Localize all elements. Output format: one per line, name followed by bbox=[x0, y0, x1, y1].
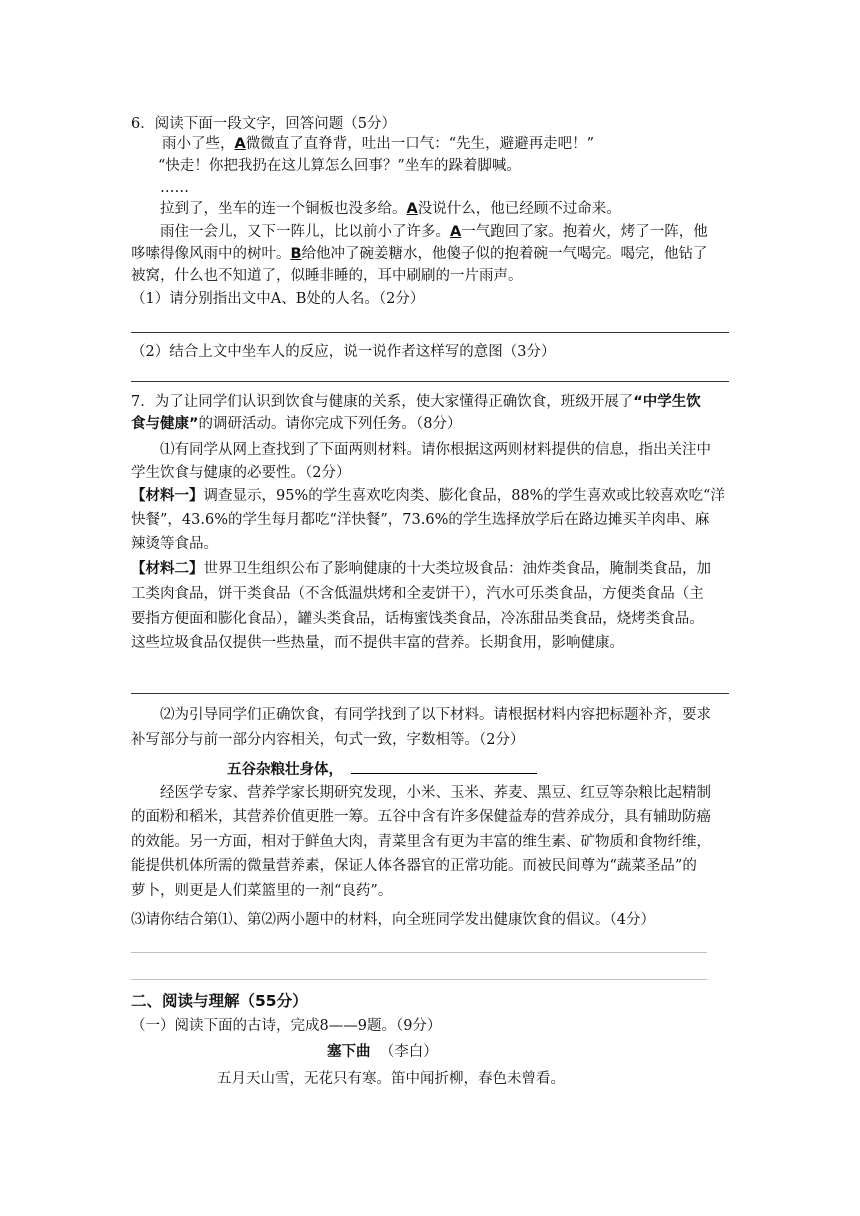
material-1-line-2: 快餐”，43.6%的学生每月都吃“洋快餐”，73.6%的学生选择放学后在路边摊买羊肉串、麻 bbox=[131, 512, 710, 528]
q6-paragraph-3 bbox=[160, 199, 621, 219]
q7-paragraph-line-5: 萝卜，则更是人们菜篮里的一剂“良药”。 bbox=[131, 883, 393, 899]
text: 没说什么，他已经顾不过命来。 bbox=[417, 201, 621, 217]
q7-paragraph-line-4: 能提供机体所需的微量营养素，保证人体各器官的正常功能。而被民间尊为“蔬菜圣品”的 bbox=[131, 858, 697, 874]
poem-author: （李白） bbox=[379, 1044, 438, 1060]
material-2-line-3: 要指方便面和膨化食品），罐头类食品，话梅蜜饯类食品，冷冻甜品类食品，烧烤类食品。 bbox=[131, 611, 704, 627]
poem-line: 五月天山雪，无花只有寒。笛中闻折柳，春色未曾看。 bbox=[217, 1071, 565, 1087]
q6-heading: 6．阅读下面一段文字，回答问题（5分） bbox=[131, 116, 396, 132]
q6-ellipsis: …… bbox=[160, 180, 189, 196]
q7-paragraph-line-3: 的效能。另一方面，相对于鲜鱼大肉，青菜里含有更为丰富的维生素、矿物质和食物纤维， bbox=[131, 834, 711, 850]
title-blank[interactable] bbox=[351, 757, 537, 774]
answer-line[interactable] bbox=[131, 979, 707, 980]
title-prefix: 五谷杂粮壮身体， bbox=[227, 762, 343, 778]
q6-paragraph-1 bbox=[162, 134, 594, 154]
blank-marker-a: A bbox=[406, 201, 418, 217]
text: 7．为了让同学们认识到饮食与健康的关系，使大家懂得正确饮食，班级开展了 bbox=[131, 394, 634, 410]
text: 一气跑回了家。抱着火，烤了一阵，他 bbox=[461, 224, 708, 240]
answer-line[interactable] bbox=[131, 332, 729, 333]
material-label: 【材料一】 bbox=[131, 487, 204, 504]
q6-paragraph-2: “快走！你把我扔在这儿算怎么回事？”坐车的跺着脚喊。 bbox=[158, 158, 521, 174]
answer-line[interactable] bbox=[131, 381, 729, 382]
text: 给他冲了碗姜糖水，他傻子似的抱着碗一气喝完。喝完，他钻了 bbox=[301, 246, 708, 262]
text: 世界卫生组织公布了影响健康的十大类垃圾食品：油炸类食品，腌制类食品，加 bbox=[203, 561, 711, 577]
title-fill-in bbox=[227, 757, 537, 780]
text: 雨住一会儿，又下一阵儿，比以前小了许多。 bbox=[160, 224, 450, 240]
text: 雨小了些， bbox=[162, 136, 235, 152]
q6-paragraph-4-line-2 bbox=[131, 244, 708, 264]
poem-title: 塞下曲 bbox=[327, 1043, 371, 1060]
answer-line[interactable] bbox=[131, 693, 729, 694]
text: 哆嗦得像风雨中的树叶。 bbox=[131, 246, 291, 262]
material-2-line-4: 这些垃圾食品仅提供一些热量，而不提供丰富的营养。长期食用，影响健康。 bbox=[131, 635, 624, 651]
q6-paragraph-4-line-3: 被窝，什么也不知道了，似睡非睡的，耳中刷刷的一片雨声。 bbox=[131, 268, 523, 284]
q7-paragraph-line-1: 经医学专家、营养学家长期研究发现，小米、玉米、荞麦、黑豆、红豆等杂粮比起精制 bbox=[160, 785, 711, 801]
q7-task-1-line-1: ⑴有同学从网上查找到了下面两则材料。请你根据这两则材料提供的信息，指出关注中 bbox=[160, 442, 711, 458]
answer-line[interactable] bbox=[131, 952, 707, 953]
material-1-line-3: 辣烫等食品。 bbox=[131, 536, 218, 552]
q7-paragraph-line-2: 的面粉和稻米，其营养价值更胜一筹。五谷中含有许多保健益寿的营养成分，具有辅助防癌 bbox=[131, 809, 711, 825]
q7-heading-line-2 bbox=[131, 414, 462, 434]
text: 调查显示，95%的学生喜欢吃肉类、膨化食品，88%的学生喜欢或比较喜欢吃“洋 bbox=[203, 488, 725, 504]
section-2-heading: 二、阅读与理解（55分） bbox=[131, 992, 308, 1010]
q6-paragraph-4-line-1 bbox=[160, 222, 708, 242]
text: 的调研活动。请你完成下列任务。（8分） bbox=[198, 416, 462, 432]
poem-header bbox=[327, 1042, 438, 1062]
text: 拉到了，坐车的连一个铜板也没多给。 bbox=[160, 201, 407, 217]
blank-marker-a: A bbox=[234, 136, 246, 152]
material-1-line-1 bbox=[131, 486, 725, 506]
q7-task-1-line-2: 学生饮食与健康的必要性。（2分） bbox=[131, 465, 351, 481]
material-2-line-2: 工类肉食品，饼干类食品（不含低温烘烤和全麦饼干），汽水可乐类食品，方便类食品（主 bbox=[131, 586, 704, 602]
q7-task-2-line-1: ⑵为引导同学们正确饮食，有同学找到了以下材料。请根据材料内容把标题补齐，要求 bbox=[160, 707, 711, 723]
section-2-subheading: （一）阅读下面的古诗，完成8——9题。（9分） bbox=[131, 1018, 442, 1034]
blank-marker-b: B bbox=[290, 246, 302, 262]
q7-task-3: ⑶请你结合第⑴、第⑵两小题中的材料，向全班同学发出健康饮食的倡议。（4分） bbox=[131, 912, 655, 928]
material-label: 【材料二】 bbox=[131, 560, 204, 577]
q6-subquestion-2: （2）结合上文中坐车人的反应，说一说作者这样写的意图（3分） bbox=[131, 344, 556, 360]
activity-title: “中学生饮 bbox=[633, 394, 701, 410]
q7-heading-line-1 bbox=[131, 392, 701, 412]
text: 微微直了直脊背，吐出一口气：“先生，避避再走吧！” bbox=[245, 136, 595, 152]
activity-title: 食与健康” bbox=[131, 416, 199, 432]
blank-marker-a: A bbox=[450, 224, 462, 240]
q7-task-2-line-2: 补写部分与前一部分内容相关，句式一致，字数相等。（2分） bbox=[131, 732, 525, 748]
material-2-line-1 bbox=[131, 559, 711, 579]
q6-subquestion-1: （1）请分别指出文中A、B处的人名。（2分） bbox=[131, 291, 425, 307]
